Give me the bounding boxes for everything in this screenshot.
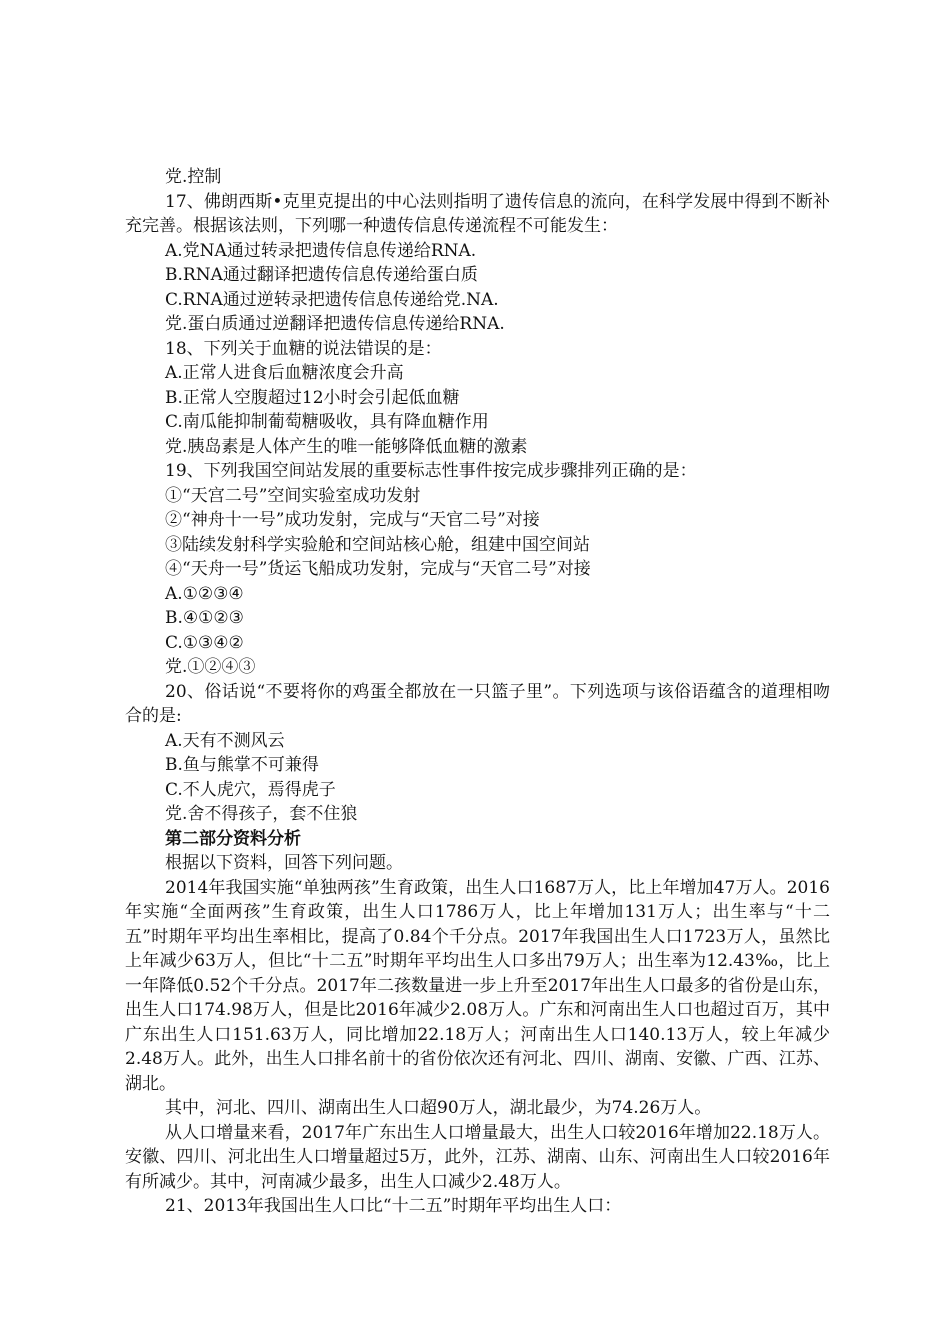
question-18 xyxy=(125,337,830,460)
option-a: A.①②③④ xyxy=(165,583,244,604)
option-d: 党.舍不得孩子，套不住狼 xyxy=(165,804,358,824)
question-stem: 18、下列关于血糖的说法错误的是： xyxy=(165,338,442,359)
option-c: C.RNA通过逆转录把遗传信息传递给党.NA. xyxy=(165,289,499,310)
question-20 xyxy=(125,680,830,827)
option-b: B.RNA通过翻译把遗传信息传递给蛋白质 xyxy=(165,265,478,285)
option-b: B.鱼与熊掌不可兼得 xyxy=(165,755,319,775)
section-title: 第二部分资料分析 xyxy=(165,828,301,849)
option-a: A.正常人进食后血糖浓度会升高 xyxy=(165,363,404,383)
option-d: 党.蛋白质通过逆翻译把遗传信息传递给RNA. xyxy=(165,314,505,334)
document-page xyxy=(125,165,830,1219)
event-item: ③陆续发射科学实验舱和空间站核心舱，组建中国空间站 xyxy=(165,534,590,555)
event-item: ①“天宫二号”空间实验室成功发射 xyxy=(165,485,421,506)
option-c: C.南瓜能抑制葡萄糖吸收，具有降血糖作用 xyxy=(165,412,489,432)
option-b: B.正常人空腹超过12小时会引起低血糖 xyxy=(165,387,460,408)
data-analysis-section xyxy=(125,827,830,1195)
material-paragraph: 2014年我国实施“单独两孩”生育政策，出生人口1687万人，比上年增加47万人。2016年实施“全面两孩”生育政策，出生人口1786万人，比上年增加131万人；出生率与“十二五”时期年平均出生率相比，提高了0.84个千分点。2017年我国出生人口1723万人，虽然比上年减少63万人，但比“十二五”时期年平均出生人口多出79万人；出生率为12.43‰，比上一年降低0.52个千分点。2017年二孩数量进一步上升至2017年出生人口最多的省份是山东，出生人口174.98万人，但是比2016年减少2.08万人。广东和河南出生人口也超过百万，其中广东出生人口151.63万人，同比增加22.18万人；河南出生人口140.13万人，较上年减少2.48万人。此外，出生人口排名前十的省份依次还有河北、四川、湖南、安徽、广西、江苏、湖北。 xyxy=(125,877,830,1094)
material-paragraph: 从人口增量来看，2017年广东出生人口增量最大，出生人口较2016年增加22.18万人。安徽、四川、河北出生人口增量超过5万，此外，江苏、湖南、山东、河南出生人口较2016年有所减少。其中，河南减少最多，出生人口减少2.48万人。 xyxy=(125,1122,830,1192)
event-item: ④“天舟一号”货运飞船成功发射，完成与“天官二号”对接 xyxy=(165,559,591,579)
option-c: C.①③④② xyxy=(165,632,244,653)
option-b: B.④①②③ xyxy=(165,608,244,628)
continuation-option: 党.控制 xyxy=(165,167,222,187)
question-stem: 19、下列我国空间站发展的重要标志性事件按完成步骤排列正确的是： xyxy=(165,461,697,481)
question-stem: 21、2013年我国出生人口比“十二五”时期年平均出生人口： xyxy=(165,1196,622,1216)
material-paragraph: 其中，河北、四川、湖南出生人口超90万人，湖北最少，为74.26万人。 xyxy=(165,1098,712,1118)
question-stem: 20、俗话说“不要将你的鸡蛋全都放在一只篮子里”。下列选项与该俗语蕴含的道理相吻合的是: xyxy=(125,681,830,726)
option-a: A.天有不测风云 xyxy=(165,730,285,751)
question-21 xyxy=(125,1194,830,1219)
question-17 xyxy=(125,190,830,337)
option-d: 党.胰岛素是人体产生的唯一能够降低血糖的激素 xyxy=(165,436,528,457)
event-item: ②“神舟十一号”成功发射，完成与“天官二号”对接 xyxy=(165,510,540,530)
section-intro: 根据以下资料，回答下列问题。 xyxy=(165,853,403,873)
option-d: 党.①②④③ xyxy=(165,657,256,677)
option-c: C.不人虎穴，焉得虎子 xyxy=(165,779,336,800)
question-19 xyxy=(125,459,830,680)
option-a: A.党NA通过转录把遗传信息传递给RNA. xyxy=(165,240,477,261)
question-stem: 17、佛朗西斯•克里克提出的中心法则指明了遗传信息的流向，在科学发展中得到不断补充完善。根据该法则，下列哪一种遗传信息传递流程不可能发生： xyxy=(125,191,830,236)
